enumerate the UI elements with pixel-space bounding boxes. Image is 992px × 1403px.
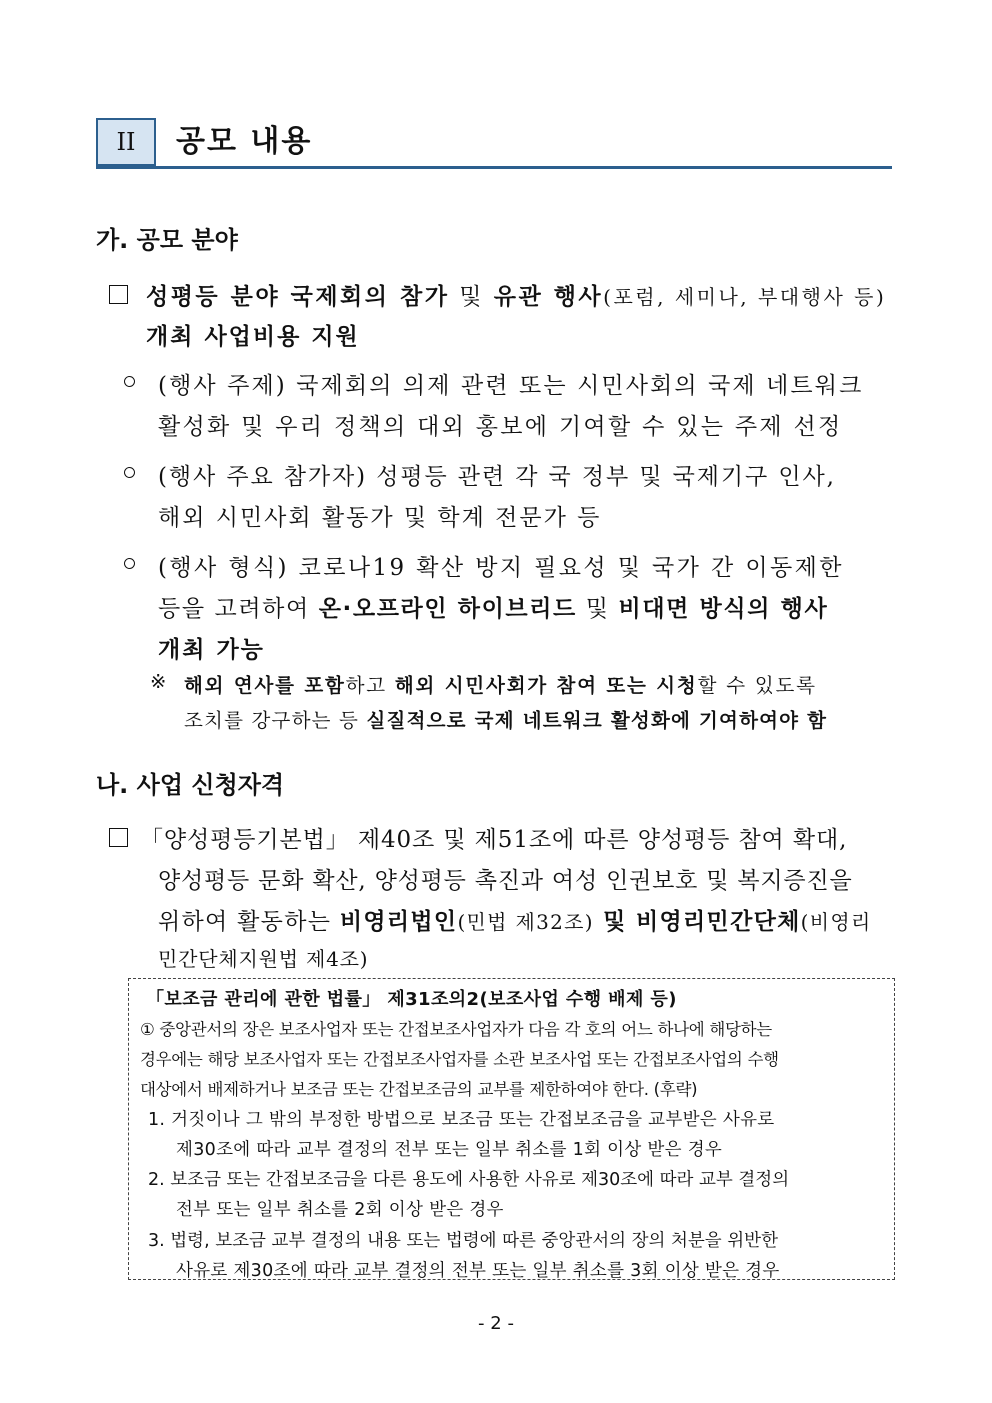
law-para-line2: 경우에는 해당 보조사업자 또는 간접보조사업자를 소관 보조사업 또는 간접보조사업의 수행 [140, 1050, 779, 1069]
heading-part-b: 나. 사업 신청자격 [96, 771, 285, 799]
section-underline [96, 166, 892, 169]
bullet1-line2: 활성화 및 우리 정책의 대외 홍보에 기여할 수 있는 주제 선정 [158, 414, 843, 440]
law-item3-line2: 사유로 제30조에 따라 교부 결정의 전부 또는 일부 취소를 3회 이상 받은 경우 [176, 1261, 780, 1281]
law-title: 「보조금 관리에 관한 법률」 제31조의2(보조사업 수행 배제 등) [146, 989, 677, 1010]
page-number: - 2 - [478, 1313, 514, 1334]
bullet-circle-icon [124, 376, 135, 387]
item-b-line4: 민간단체지원법 제4조) [158, 947, 369, 971]
law-item1-line1: 1. 거짓이나 그 밖의 부정한 방법으로 보조금 또는 간접보조금을 교부받은 사유로 [148, 1110, 775, 1130]
bullet3-line3: 개최 가능 [158, 637, 265, 663]
law-item3-line1: 3. 법령, 보조금 교부 결정의 내용 또는 법령에 따른 중앙관서의 장의 처분을 위반한 [148, 1231, 778, 1251]
heading-part-a: 가. 공모 분야 [96, 226, 238, 254]
bullet1-line1: (행사 주제) 국제회의 의제 관련 또는 시민사회의 국제 네트워크 [158, 373, 864, 399]
law-item2-line2: 전부 또는 일부 취소를 2회 이상 받은 경우 [176, 1200, 504, 1220]
bullet-circle-icon [124, 467, 135, 478]
checkbox-square-icon [109, 828, 128, 847]
law-para-line1: ① 중앙관서의 장은 보조사업자 또는 간접보조사업자가 다음 각 호의 어느 하나에 해당하는 [140, 1020, 772, 1039]
bullet-circle-icon [124, 558, 135, 569]
item-a-line2: 개최 사업비용 지원 [146, 324, 360, 350]
bullet2-line2: 해외 시민사회 활동가 및 학계 전문가 등 [158, 505, 602, 531]
law-item2-line1: 2. 보조금 또는 간접보조금을 다른 용도에 사용한 사유로 제30조에 따라 교부 결정의 [148, 1170, 790, 1190]
bullet2-line1: (행사 주요 참가자) 성평등 관련 각 국 정부 및 국제기구 인사, [158, 464, 836, 490]
section-title: 공모 내용 [176, 124, 313, 159]
bullet3-line1: (행사 형식) 코로나19 확산 방지 필요성 및 국가 간 이동제한 [158, 555, 844, 581]
bullet3-line2: 등을 고려하여 온·오프라인 하이브리드 및 비대면 방식의 행사 [158, 596, 829, 622]
item-a-line1: 성평등 분야 국제회의 참가 및 유관 행사(포럼, 세미나, 부대행사 등) [146, 284, 887, 310]
note-line2: 조치를 강구하는 등 실질적으로 국제 네트워크 활성화에 기여하여야 함 [184, 709, 828, 732]
note-mark: ※ [150, 670, 168, 693]
section-number: II [116, 128, 136, 156]
law-para-line3: 대상에서 배제하거나 보조금 또는 간접보조금의 교부를 제한하여야 한다. (후략) [140, 1080, 698, 1099]
item-b-line2: 양성평등 문화 확산, 양성평등 촉진과 여성 인권보호 및 복지증진을 [158, 868, 853, 894]
note-line1: 해외 연사를 포함하고 해외 시민사회가 참여 또는 시청할 수 있도록 [184, 674, 817, 697]
item-b-line3: 위하여 활동하는 비영리법인(민법 제32조) 및 비영리민간단체(비영리 [158, 909, 872, 935]
checkbox-square-icon [109, 285, 128, 304]
law-item1-line2: 제30조에 따라 교부 결정의 전부 또는 일부 취소를 1회 이상 받은 경우 [176, 1140, 723, 1160]
item-b-line1: 「양성평등기본법」 제40조 및 제51조에 따른 양성평등 참여 확대, [140, 827, 848, 853]
